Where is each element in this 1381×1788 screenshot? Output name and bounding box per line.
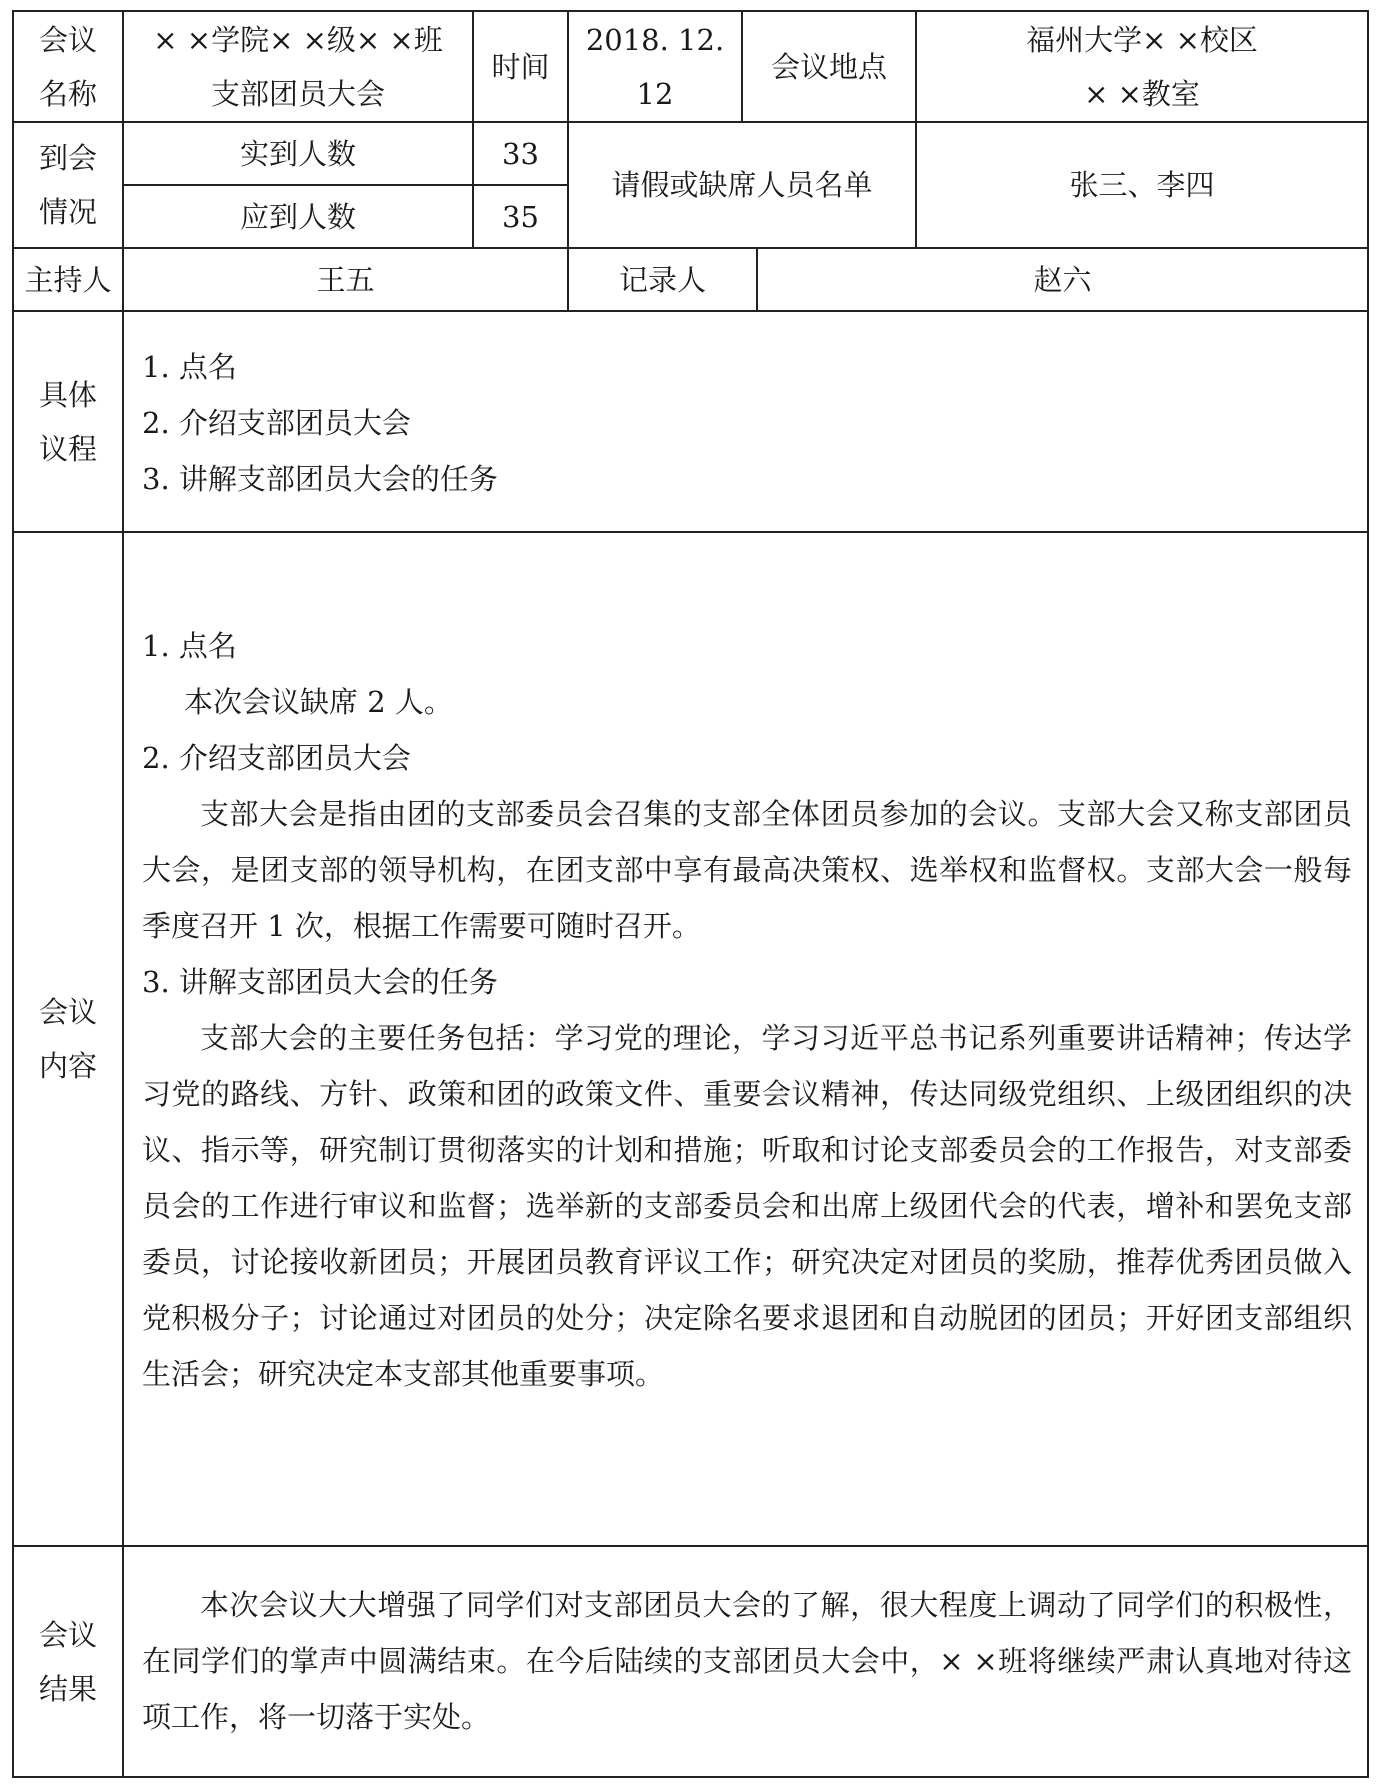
meeting-name-label: 会议 名称 <box>38 22 97 111</box>
host-label: 主持人 <box>24 262 112 297</box>
section-text: 支部大会是指由团的支部委员会召集的支部全体团员参加的会议。支部大会又称支部团员大会，是团支部的领导机构，在团支部中享有最高决策权、选举权和监督权。支部大会一般每季度召开 1 次，根据工作需要可随时召开。 <box>142 797 1352 943</box>
result-label: 会议 结果 <box>38 1617 97 1706</box>
time-label: 时间 <box>491 49 550 84</box>
recorder-value: 赵六 <box>1033 262 1092 297</box>
section-title: 1. 点名 <box>142 629 237 663</box>
row-divider <box>12 1545 1369 1547</box>
actual-count-value: 33 <box>502 136 539 171</box>
absent-list-value: 张三、李四 <box>1069 168 1215 202</box>
location-label: 会议地点 <box>770 49 887 84</box>
agenda-list <box>142 339 1352 507</box>
content-label: 会议 内容 <box>38 995 97 1083</box>
agenda-label: 具体 议程 <box>38 377 97 466</box>
absent-list-label: 请假或缺席人员名单 <box>611 168 873 202</box>
expected-count-label: 应到人数 <box>239 199 356 234</box>
row-divider <box>12 310 1369 312</box>
section-title: 2. 介绍支部团员大会 <box>142 741 411 775</box>
row-divider <box>12 531 1369 533</box>
agenda-item: 2. 介绍支部团员大会 <box>142 406 411 440</box>
expected-count-value: 35 <box>502 199 539 234</box>
attendance-label: 到会 情况 <box>38 141 97 229</box>
section-text: 本次会议缺席 2 人。 <box>184 685 453 719</box>
result-text: 本次会议大大增强了同学们对支部团员大会的了解，很大程度上调动了同学们的积极性，在同学们的掌声中圆满结束。在今后陆续的支部团员大会中，× ×班将继续严肃认真地对待这项工作，将一切落于实处。 <box>142 1588 1352 1734</box>
agenda-item: 3. 讲解支部团员大会的任务 <box>142 462 498 496</box>
recorder-label: 记录人 <box>618 262 706 297</box>
actual-count-label: 实到人数 <box>239 136 356 171</box>
host-value: 王五 <box>316 262 375 297</box>
result-body <box>142 1577 1352 1745</box>
time-value: 2018. 12. 12 <box>585 22 725 111</box>
meeting-name-value: × ×学院× ×级× ×班 支部团员大会 <box>153 22 443 111</box>
content-body <box>142 618 1352 1402</box>
section-text: 支部大会的主要任务包括：学习党的理论，学习习近平总书记系列重要讲话精神；传达学习党的路线、方针、政策和团的政策文件、重要会议精神，传达同级党组织、上级团组织的决议、指示等，研究制订贯彻落实的计划和措施；听取和讨论支部委员会的工作报告，对支部委员会的工作进行审议和监督；选举新的支部委员会和出席上级团代会的代表，增补和罢免支部委员，讨论接收新团员；开展团员教育评议工作；研究决定对团员的奖励，推荐优秀团员做入党积极分子；讨论通过对团员的处分；决定除名要求退团和自动脱团的团员；开好团支部组织生活会；研究决定本支部其他重要事项。 <box>142 1021 1352 1391</box>
agenda-item: 1. 点名 <box>142 350 237 384</box>
section-title: 3. 讲解支部团员大会的任务 <box>142 965 498 999</box>
location-value: 福州大学× ×校区 × ×教室 <box>1026 22 1258 111</box>
